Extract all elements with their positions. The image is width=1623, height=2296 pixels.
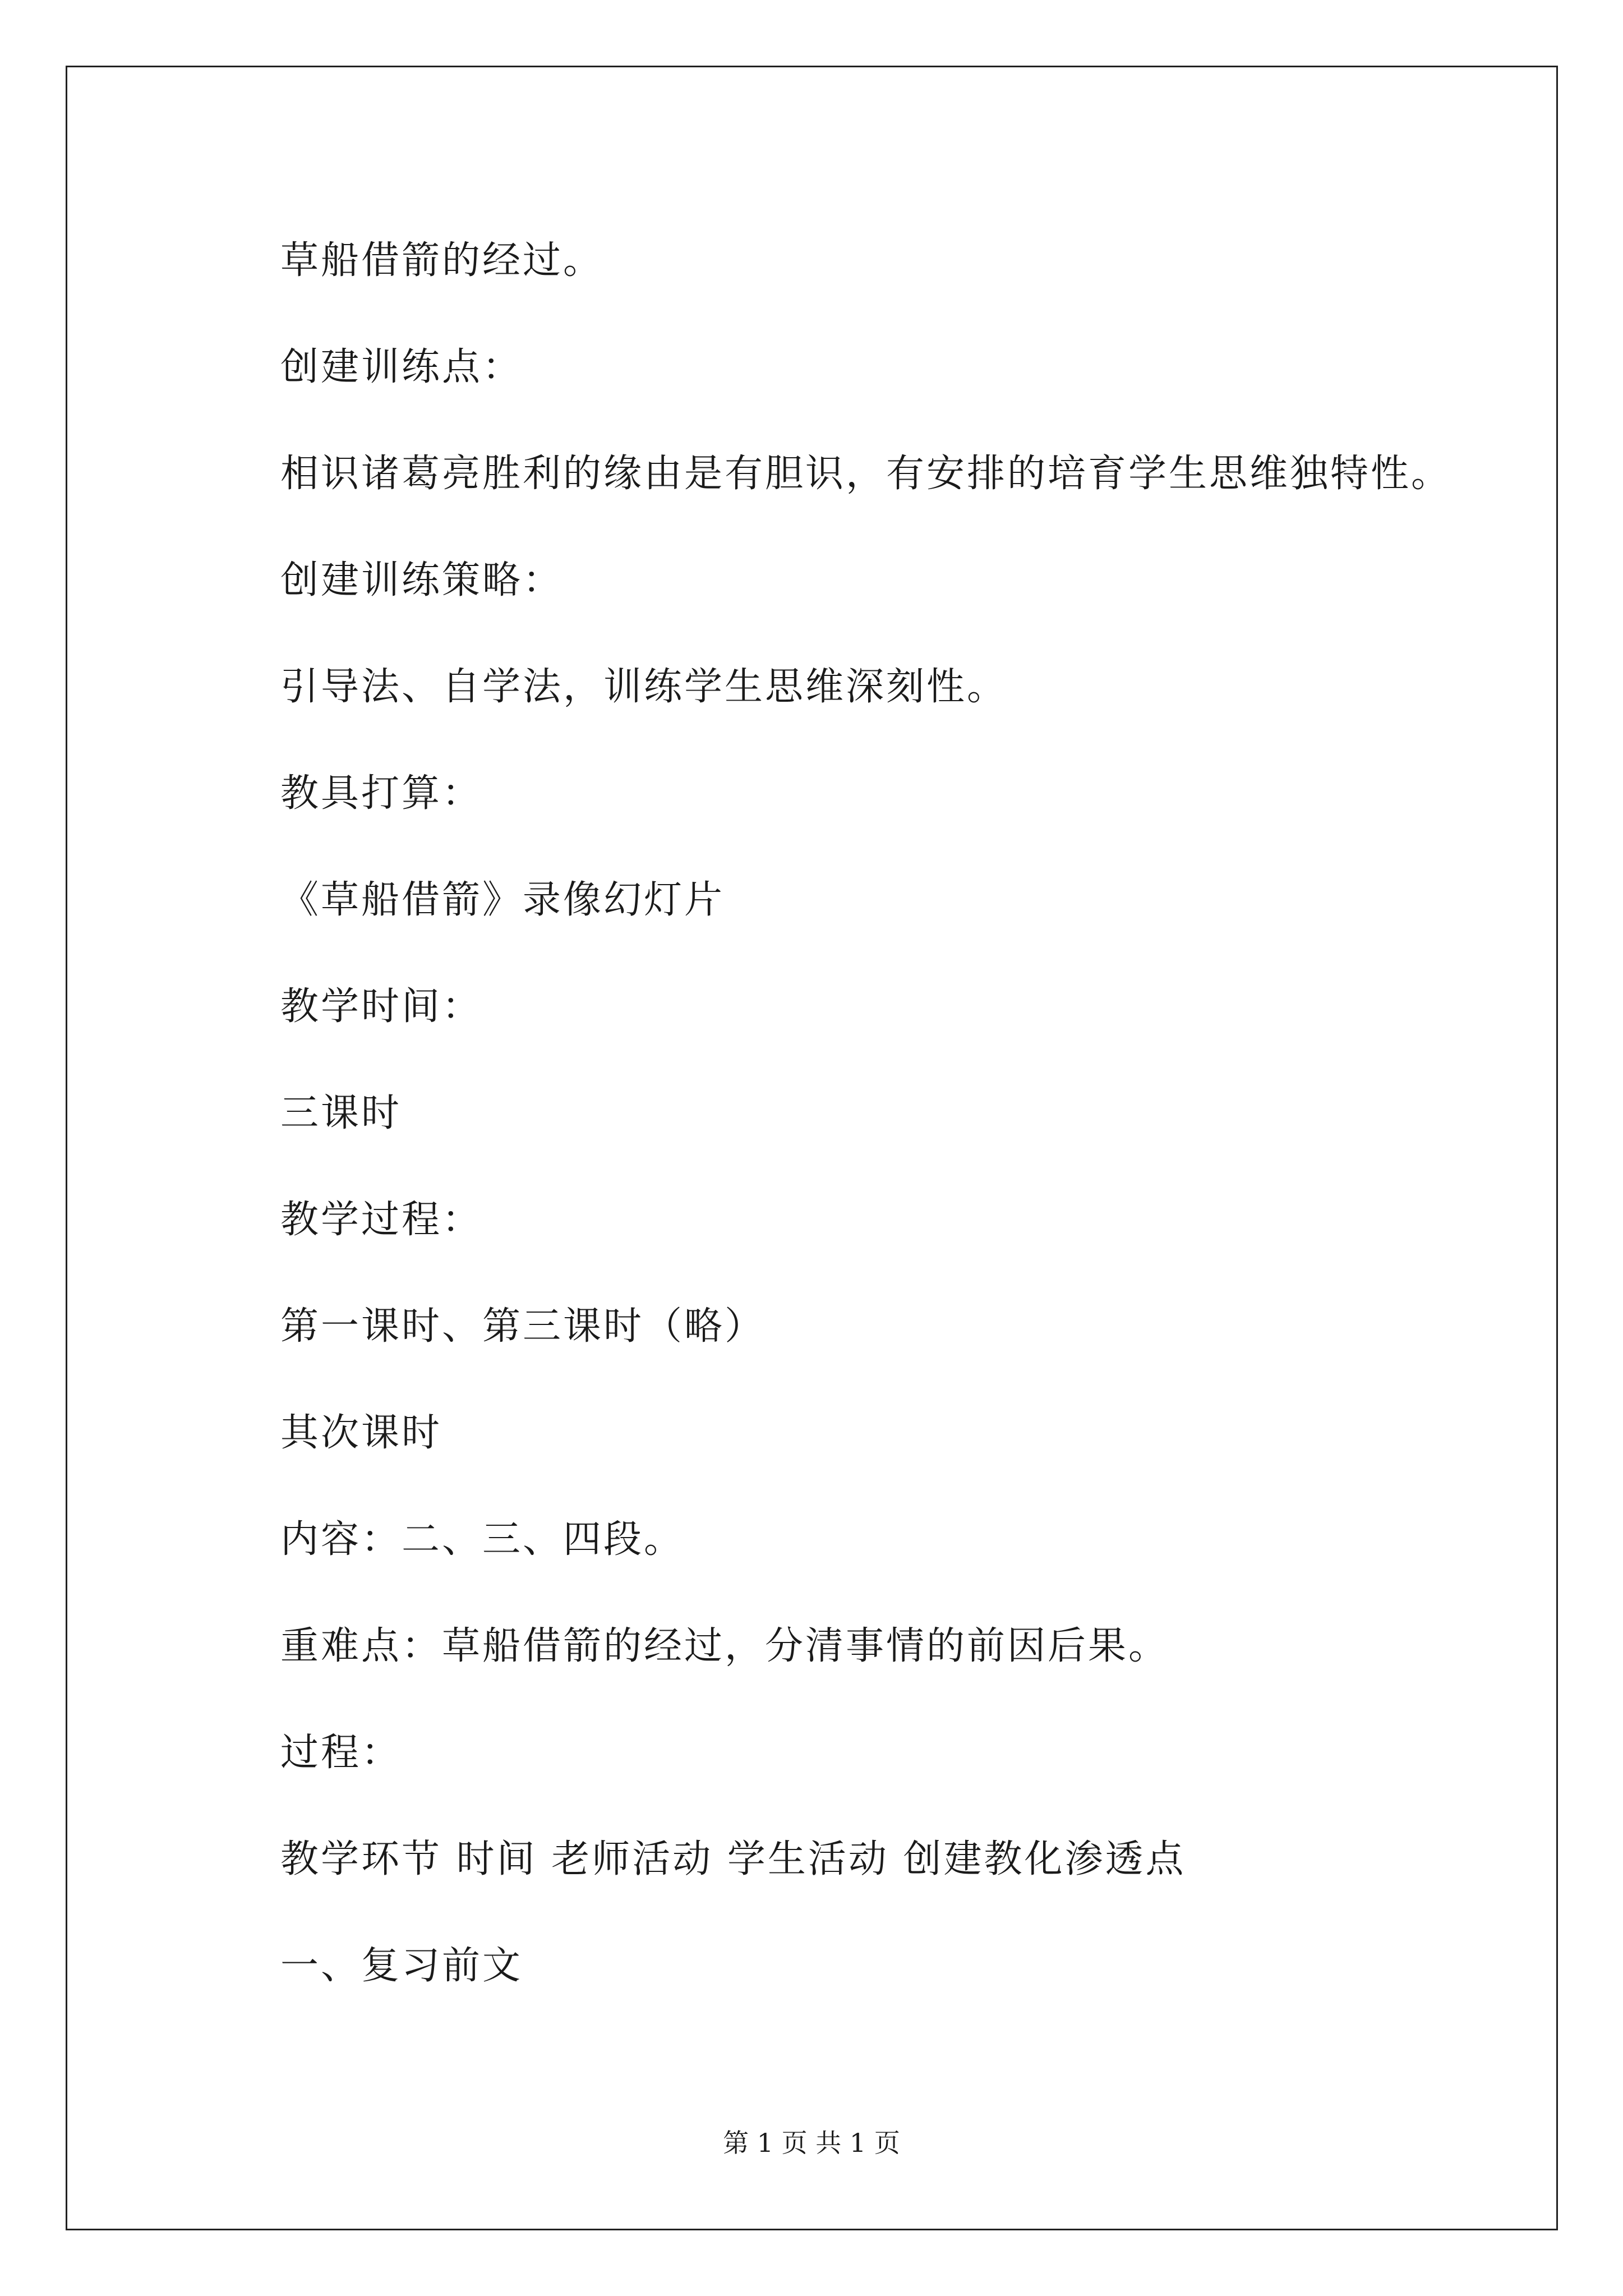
section-heading: 教具打算： — [280, 771, 483, 816]
section-heading: 教学时间： — [280, 984, 483, 1029]
section-heading: 教学过程： — [280, 1198, 483, 1242]
table-header-line: 教学环节 时间 老师活动 学生活动 创建教化渗透点 — [280, 1837, 1186, 1881]
text-line: 引导法、自学法，训练学生思维深刻性。 — [280, 665, 1008, 709]
document-body — [280, 208, 1514, 2019]
text-line: 草船借箭的经过。 — [280, 238, 604, 283]
text-line: 重难点：草船借箭的经过，分清事情的前因后果。 — [280, 1624, 1169, 1668]
text-line: 内容：二、三、四段。 — [280, 1517, 685, 1562]
text-line: 相识诸葛亮胜利的缘由是有胆识，有安排的培育学生思维独特性。 — [280, 452, 1452, 496]
text-line: 其次课时 — [280, 1411, 442, 1455]
section-heading: 创建训练策略： — [280, 558, 564, 602]
page-footer — [0, 2126, 1623, 2160]
text-line: 三课时 — [280, 1091, 402, 1135]
text-line: 《草船借箭》录像幻灯片 — [280, 878, 725, 922]
text-line: 第一课时、第三课时（略） — [280, 1304, 766, 1349]
section-heading: 创建训练点： — [280, 345, 523, 389]
section-heading: 过程： — [280, 1731, 402, 1775]
text-line: 一、复习前文 — [280, 1944, 523, 1988]
page-number: 第 1 页 共 1 页 — [723, 2128, 900, 2158]
